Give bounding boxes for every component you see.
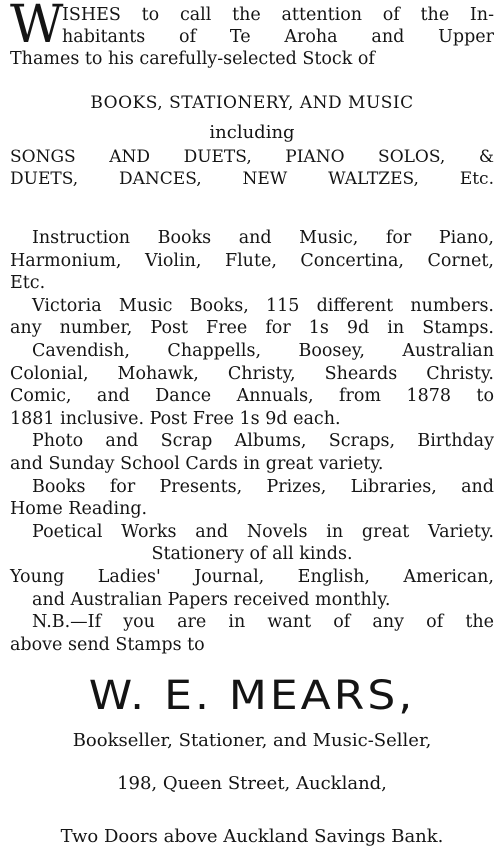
including-text: including: [209, 122, 295, 143]
body-line: Photo and Scrap Albums, Scraps, Birthday: [32, 431, 494, 452]
body-line: above send Stamps to: [10, 634, 205, 655]
intro-line-2: habitants of Te Aroha and Upper: [62, 27, 494, 47]
body-line: Comic, and Dance Annuals, from 1878 to: [10, 386, 494, 407]
intro-line-1: ISHES to call the attention of the In-: [62, 5, 494, 25]
body-line: and Australian Papers received monthly.: [32, 589, 391, 610]
headline: BOOKS, STATIONERY, AND MUSIC: [90, 93, 414, 113]
body-line: Books for Presents, Prizes, Libraries, and: [32, 476, 494, 497]
merchant-role: Bookseller, Stationer, and Music-Seller,: [72, 730, 432, 752]
body-line: Etc.: [10, 273, 46, 294]
body-line: Harmonium, Violin, Flute, Concertina, Cornet,: [10, 250, 494, 271]
songs-line-1: SONGS AND DUETS, PIANO SOLOS, &: [10, 147, 494, 167]
body-line: any number, Post Free for 1s 9d in Stamps.: [10, 318, 494, 339]
intro-line-3: Thames to his carefully-selected Stock of: [10, 49, 375, 69]
body-line: Stationery of all kinds.: [151, 544, 353, 565]
body-line: 1881 inclusive. Post Free 1s 9d each.: [10, 408, 341, 429]
body-line: Instruction Books and Music, for Piano,: [32, 228, 494, 248]
songs-line-2: DUETS, DANCES, NEW WALTZES, Etc.: [10, 169, 494, 189]
body-line: Young Ladies' Journal, English, American,: [10, 566, 494, 587]
drop-cap: W: [10, 0, 64, 55]
merchant-name: W. E. MEARS,: [88, 672, 416, 720]
body-line: and Sunday School Cards in great variety.: [10, 453, 384, 474]
merchant-location: Two Doors above Auckland Savings Bank.: [60, 826, 444, 848]
body-line: Poetical Works and Novels in great Variety.: [32, 521, 494, 542]
body-line: Colonial, Mohawk, Christy, Sheards Christy.: [10, 363, 494, 384]
body-line: N.B.—If you are in want of any of the: [32, 612, 494, 633]
body-line: Home Reading.: [10, 499, 148, 520]
body-text: [10, 227, 494, 656]
merchant-address: 198, Queen Street, Auckland,: [117, 773, 387, 795]
body-line: Cavendish, Chappells, Boosey, Australian: [32, 340, 494, 361]
intro-paragraph: [10, 0, 494, 70]
body-line: Victoria Music Books, 115 different numbers.: [32, 295, 494, 316]
